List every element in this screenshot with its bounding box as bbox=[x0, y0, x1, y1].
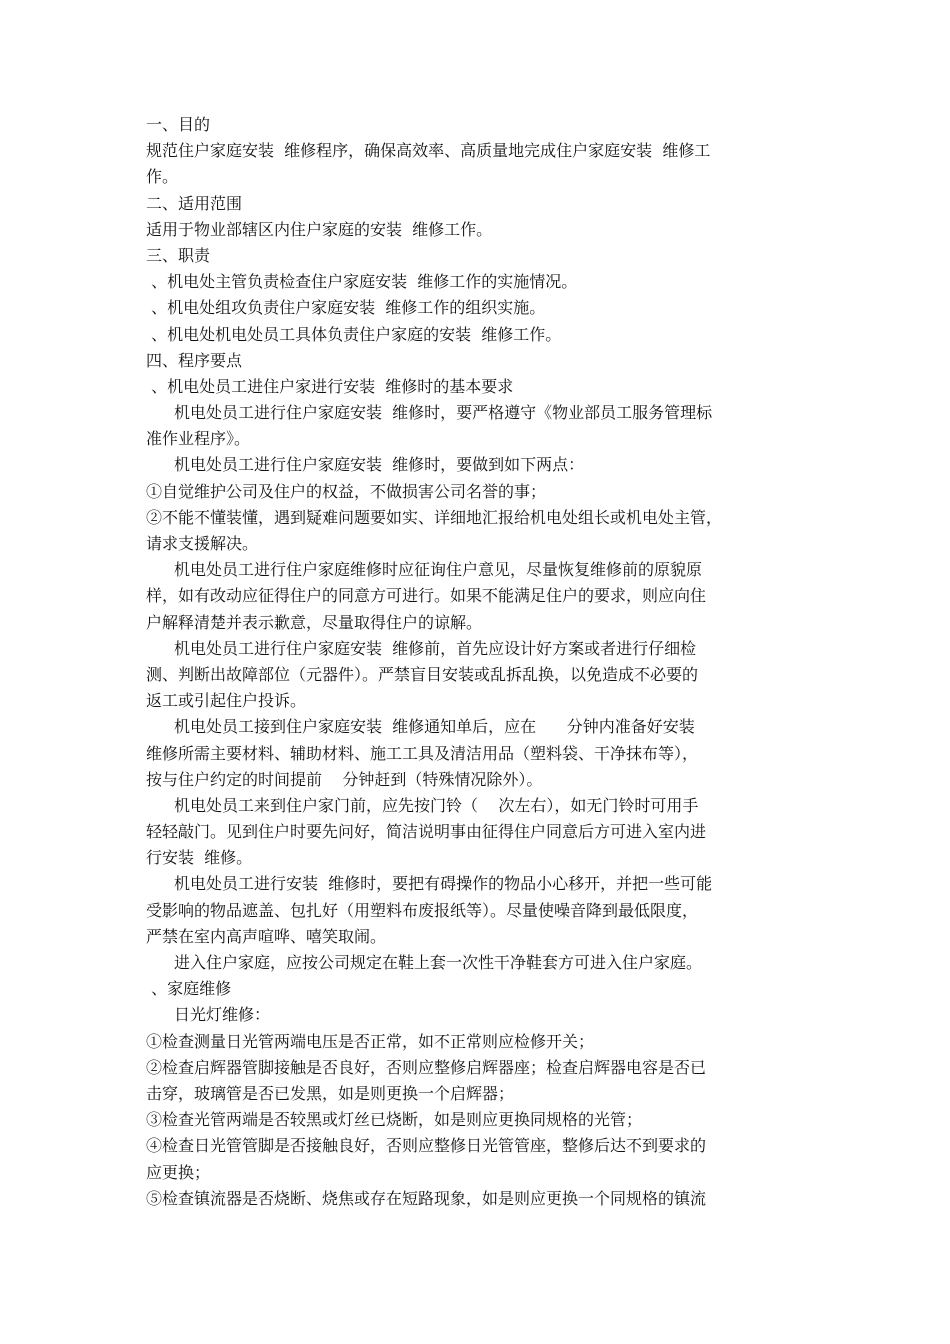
text-line: 样，如有改动应征得住户的同意方可进行。如果不能满足住户的要求，则应向住 bbox=[146, 586, 707, 606]
text-line: 机电处员工进行住户家庭安装 维修时，要做到如下两点： bbox=[174, 455, 585, 475]
text-line: 作。 bbox=[146, 167, 179, 187]
text-line: 规范住户家庭安装 维修程序，确保高效率、高质量地完成住户家庭安装 维修工 bbox=[146, 141, 711, 161]
text-line: ①检查测量日光管两端电压是否正常，如不正常则应检修开关； bbox=[146, 1031, 595, 1051]
text-line: 、机电处主管负责检查住户家庭安装 维修工作的实施情况。 bbox=[146, 272, 578, 292]
text-line: 机电处员工来到住户家门前，应先按门铃（ 次左右），如无门铃时可用手 bbox=[174, 795, 699, 815]
text-line: 击穿，玻璃管是否已发黑，如是则更换一个启辉器； bbox=[146, 1083, 515, 1103]
text-line: 受影响的物品遮盖、包扎好（用塑料布废报纸等）。尽量使噪音降到最低限度， bbox=[146, 900, 699, 920]
text-line: 适用于物业部辖区内住户家庭的安装 维修工作。 bbox=[146, 219, 493, 239]
text-line: 机电处员工进行住户家庭维修时应征询住户意见，尽量恢复维修前的原貌原 bbox=[174, 560, 703, 580]
text-line: 严禁在室内高声喧哗、嘻笑取闹。 bbox=[146, 926, 387, 946]
text-line: 维修所需主要材料、辅助材料、施工工具及清洁用品（塑料袋、干净抹布等）， bbox=[146, 743, 699, 763]
text-line: ⑤检查镇流器是否烧断、烧焦或存在短路现象，如是则应更换一个同规格的镇流 bbox=[146, 1188, 707, 1208]
text-line: 应更换； bbox=[146, 1162, 211, 1182]
text-line: 、家庭维修 bbox=[146, 979, 232, 999]
text-line: 日光灯维修： bbox=[174, 1005, 271, 1025]
text-line: 、机电处组攻负责住户家庭安装 维修工作的组织实施。 bbox=[146, 298, 546, 318]
text-line: 机电处员工进行安装 维修时，要把有碍操作的物品小心移开，并把一些可能 bbox=[174, 874, 713, 894]
text-line: 二、适用范围 bbox=[146, 193, 243, 213]
text-line: 行安装 维修。 bbox=[146, 848, 253, 868]
text-line: 进入住户家庭，应按公司规定在鞋上套一次性干净鞋套方可进入住户家庭。 bbox=[174, 953, 703, 972]
text-line: 、机电处员工进住户家进行安装 维修时的基本要求 bbox=[146, 376, 514, 396]
text-line: ②检查启辉器管脚接触是否良好，否则应整修启辉器座；检查启辉器电容是否已 bbox=[146, 1057, 707, 1077]
text-line: 准作业程序》。 bbox=[146, 429, 251, 449]
text-line: 按与住户约定的时间提前 分钟赶到（特殊情况除外）。 bbox=[146, 769, 543, 789]
text-line: 户解释清楚并表示歉意，尽量取得住户的谅解。 bbox=[146, 612, 483, 632]
document-body bbox=[146, 112, 810, 1212]
text-line: 返工或引起住户投诉。 bbox=[146, 691, 307, 711]
text-line: ④检查日光管管脚是否接触良好，否则应整修日光管管座，整修后达不到要求的 bbox=[146, 1136, 707, 1156]
text-line: 机电处员工进行住户家庭安装 维修时，要严格遵守《物业部员工服务管理标 bbox=[174, 403, 713, 423]
text-line: ①自觉维护公司及住户的权益，不做损害公司名誉的事； bbox=[146, 481, 547, 501]
text-line: 机电处员工接到住户家庭安装 维修通知单后，应在 分钟内准备好安装 bbox=[174, 717, 695, 737]
text-line: 四、程序要点 bbox=[146, 350, 243, 370]
text-line: ②不能不懂装懂，遇到疑难问题要如实、详细地汇报给机电处组长或机电处主管， bbox=[146, 507, 723, 527]
text-line: 机电处员工进行住户家庭安装 维修前，首先应设计好方案或者进行仔细检 bbox=[174, 638, 697, 658]
text-line: 一、目的 bbox=[146, 115, 211, 134]
text-line: 测、判断出故障部位（元器件）。严禁盲目安装或乱拆乱换，以免造成不必要的 bbox=[146, 664, 699, 684]
text-line: 请求支援解决。 bbox=[146, 534, 259, 553]
text-line: 、机电处机电处员工具体负责住户家庭的安装 维修工作。 bbox=[146, 324, 562, 344]
text-line: 轻轻敲门。见到住户时要先问好，简洁说明事由征得住户同意后方可进入室内进 bbox=[146, 822, 707, 842]
text-line: ③检查光管两端是否较黑或灯丝已烧断，如是则应更换同规格的光管； bbox=[146, 1110, 643, 1130]
text-line: 三、职责 bbox=[146, 245, 211, 265]
